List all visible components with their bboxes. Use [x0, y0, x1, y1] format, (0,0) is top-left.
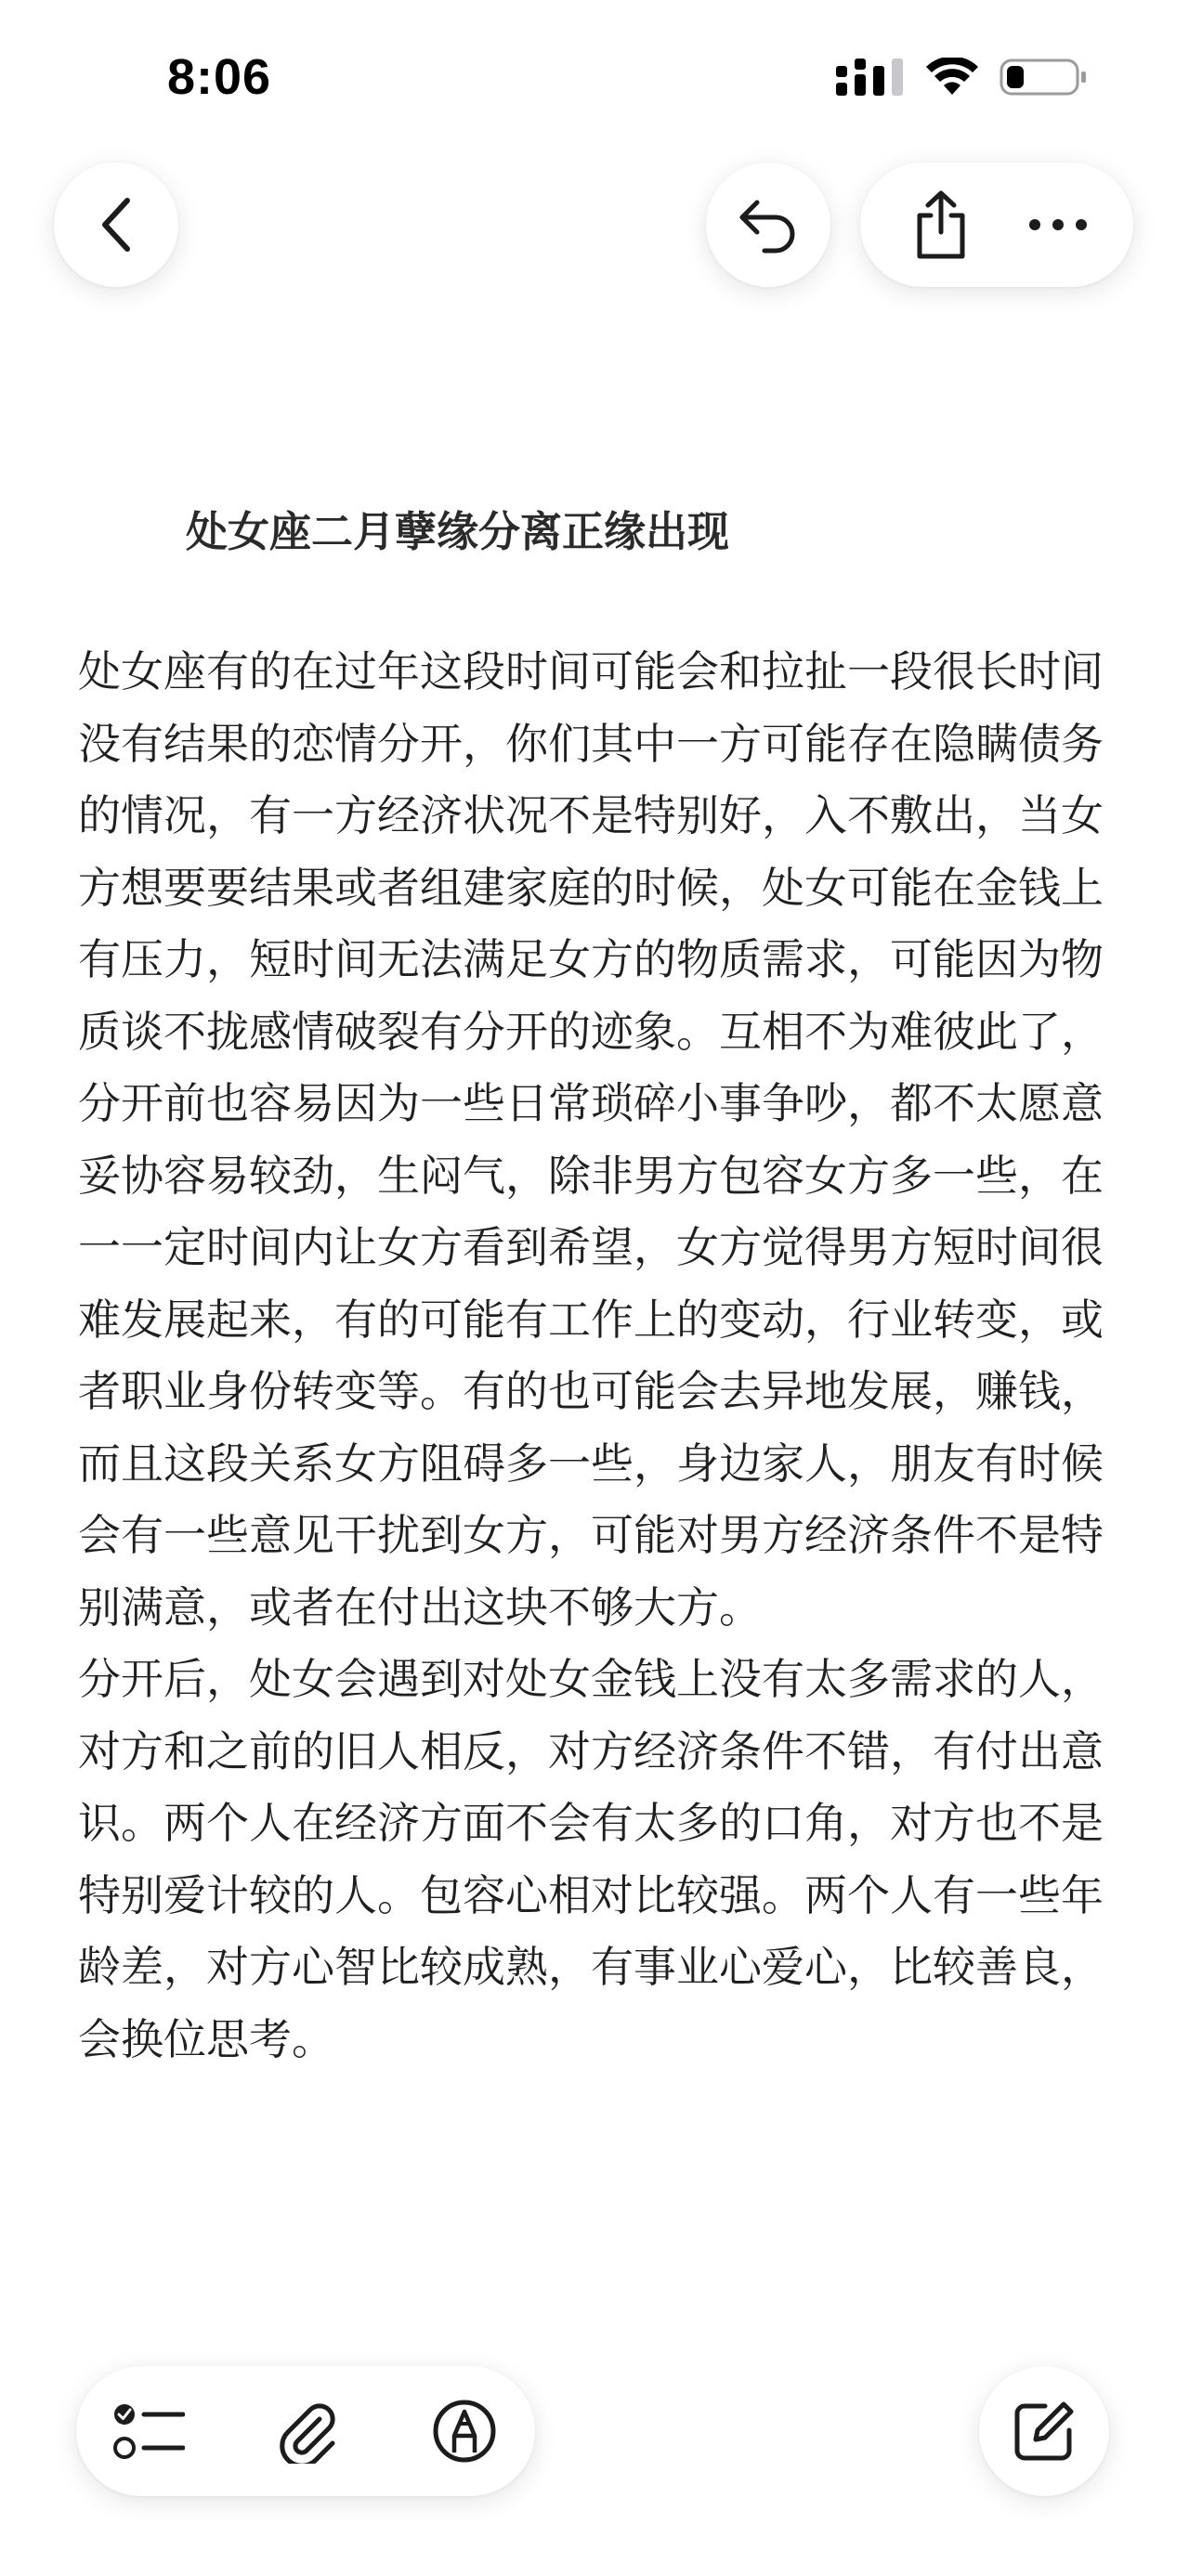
note-title: 处女座二月孽缘分离正缘出现: [186, 507, 730, 556]
ellipsis-icon: [1028, 218, 1088, 231]
checklist-icon: [112, 2400, 185, 2463]
status-time: 8:06: [167, 49, 272, 105]
attachment-button[interactable]: [262, 2387, 351, 2476]
note-body[interactable]: [78, 636, 1111, 2075]
back-button[interactable]: [54, 163, 178, 287]
bottom-toolbar: [76, 2366, 535, 2496]
status-bar: [0, 0, 1189, 158]
compose-icon: [1012, 2399, 1077, 2464]
undo-button[interactable]: [706, 163, 830, 287]
status-icons: [836, 58, 1087, 97]
cellular-signal-icon: [836, 59, 905, 96]
share-button[interactable]: [897, 181, 985, 268]
pen-markup-icon: [432, 2399, 497, 2464]
note-paragraph: 分开后，处女会遇到对处女金钱上没有太多需求的人，对方和之前的旧人相反，对方经济条件不错，有付出意识。两个人在经济方面不会有太多的口角，对方也不是特别爱计较的人。包容心相对比较强。两个人有一些年龄差，对方心智比较成熟，有事业心爱心，比较善良，会换位思考。: [78, 1654, 1104, 2064]
checklist-button[interactable]: [104, 2387, 193, 2476]
wifi-icon: [925, 58, 979, 97]
paperclip-icon: [277, 2399, 336, 2464]
action-group: [860, 163, 1133, 287]
more-button[interactable]: [1014, 181, 1102, 268]
battery-low-icon: [1000, 58, 1087, 97]
undo-icon: [737, 195, 800, 254]
share-icon: [912, 189, 970, 260]
compose-button[interactable]: [979, 2366, 1109, 2496]
chevron-left-icon: [98, 195, 135, 254]
markup-button[interactable]: [420, 2387, 509, 2476]
note-paragraph: 处女座有的在过年这段时间可能会和拉扯一段很长时间没有结果的恋情分开，你们其中一方可能存在隐瞒债务的情况，有一方经济状况不是特别好，入不敷出，当女方想要要结果或者组建家庭的时候，处女可能在金钱上有压力，短时间无法满足女方的物质需求，可能因为物质谈不拢感情破裂有分开的迹象。互相不为难彼此了，分开前也容易因为一些日常琐碎小事争吵，都不太愿意妥协容易较劲，生闷气，除非男方包容女方多一些，在一一定时间内让女方看到希望，女方觉得男方短时间很难发展起来，有的可能有工作上的变动，行业转变，或者职业身份转变等。有的也可能会去异地发展，赚钱，而且这段关系女方阻碍多一些，身边家人，朋友有时候会有一些意见干扰到女方，可能对男方经济条件不是特别满意，或者在付出这块不够大方。: [78, 646, 1104, 1633]
